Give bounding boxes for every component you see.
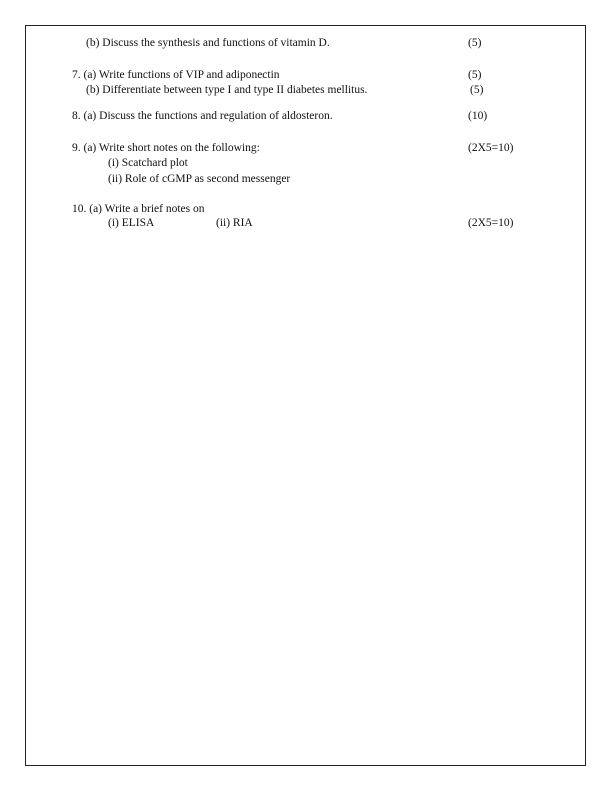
question-6b-marks: (5) xyxy=(468,37,482,49)
question-7a-marks: (5) xyxy=(468,69,482,81)
question-9a-sub-i: (i) Scatchard plot xyxy=(108,157,188,169)
question-9a-marks: (2X5=10) xyxy=(468,142,514,154)
question-10a-marks: (2X5=10) xyxy=(468,217,514,229)
question-7b-marks: (5) xyxy=(470,84,484,96)
question-6b-text: (b) Discuss the synthesis and functions of vitamin D. xyxy=(86,37,330,49)
question-7a-text: 7. (a) Write functions of VIP and adiponectin xyxy=(72,69,280,81)
question-7b-text: (b) Differentiate between type I and type II diabetes mellitus. xyxy=(86,84,368,96)
question-10a-sub-ii: (ii) RIA xyxy=(216,217,253,229)
page-border xyxy=(25,25,586,766)
question-9a-text: 9. (a) Write short notes on the following: xyxy=(72,142,260,154)
question-10a-text: 10. (a) Write a brief notes on xyxy=(72,203,205,215)
question-8a-marks: (10) xyxy=(468,110,488,122)
question-10a-sub-i: (i) ELISA xyxy=(108,217,155,229)
question-9a-sub-ii: (ii) Role of cGMP as second messenger xyxy=(108,173,291,185)
question-8a-text: 8. (a) Discuss the functions and regulation of aldosteron. xyxy=(72,110,333,122)
